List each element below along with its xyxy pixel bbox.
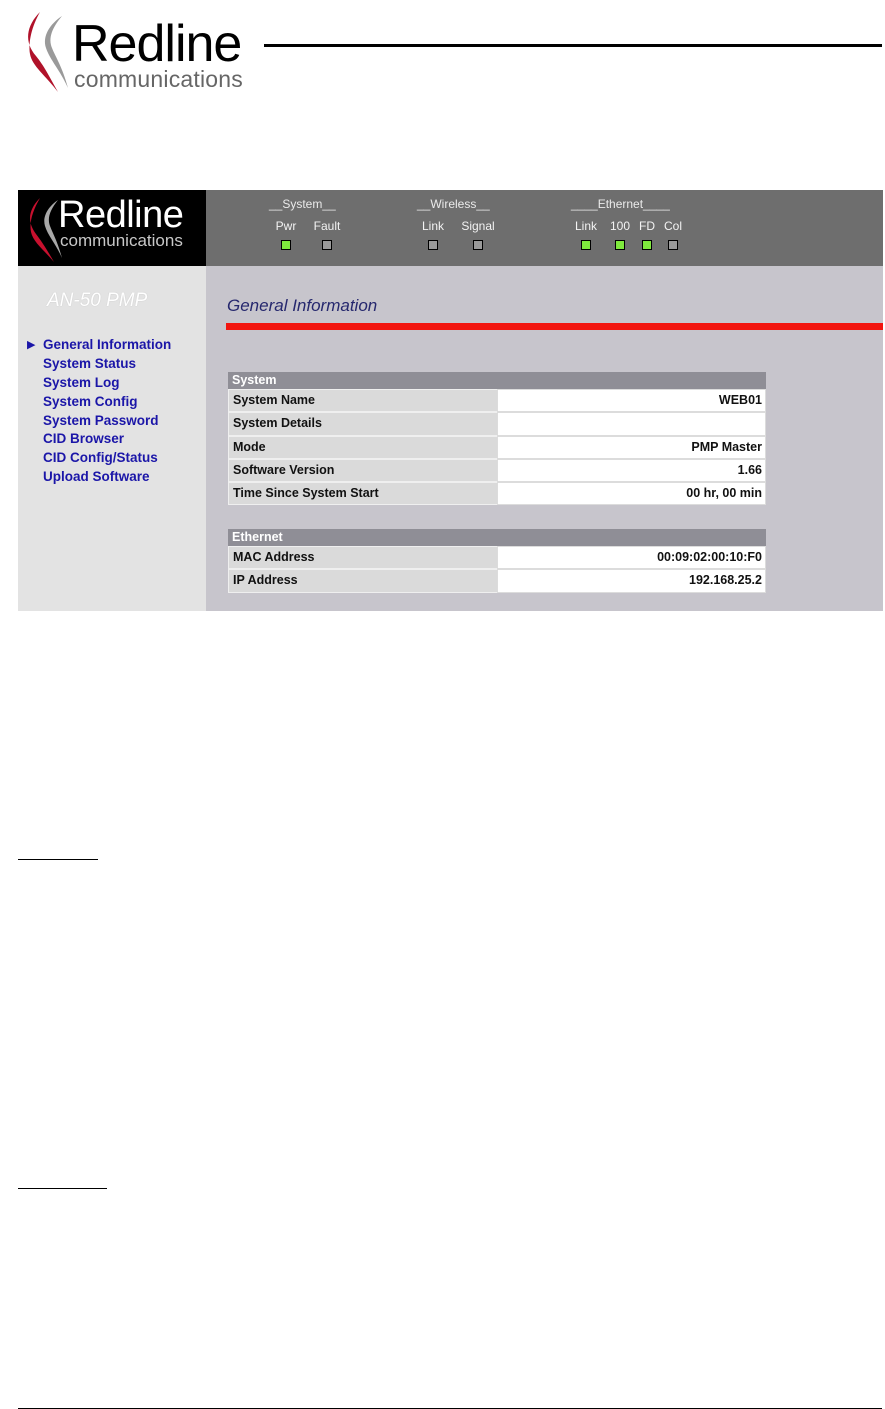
title-accent-bar [226,323,883,330]
led-group-system: __System__ [269,197,336,211]
sidebar-item-system-config[interactable] [27,393,171,412]
led-wireless-link-indicator [428,240,438,250]
led-label-signal: Signal [461,219,495,233]
row-label: Time Since System Start [228,482,497,505]
selected-arrow-icon: ▶ [27,339,36,351]
row-label: Mode [228,436,497,459]
sidebar-item-label: CID Browser [43,431,125,447]
row-value: WEB01 [497,389,766,412]
led-100-indicator [615,240,625,250]
row-label: System Name [228,389,497,412]
sidebar-item-system-log[interactable] [27,374,171,393]
led-label-col: Col [663,219,683,233]
banner-logo-subtitle: communications [60,231,183,250]
status-banner [18,190,883,266]
sidebar-item-system-password[interactable] [27,412,171,431]
heading-underline [18,859,98,860]
sidebar-item-label: System Log [43,374,120,390]
led-fd-indicator [642,240,652,250]
table-row [228,569,766,592]
document-logo [22,8,262,98]
sidebar-item-label: System Config [43,393,138,409]
row-value: PMP Master [497,436,766,459]
sidebar-item-general-information[interactable] [27,336,171,355]
row-value: 00 hr, 00 min [497,482,766,505]
led-label-fd: FD [639,219,655,233]
document-logo-subtitle: communications [74,66,243,92]
led-col-indicator [668,240,678,250]
ethernet-info-table [228,529,766,593]
document-logo-brand: Redline [72,15,242,73]
row-value: 00:09:02:00:10:F0 [497,546,766,569]
table-row [228,389,766,412]
main-content [206,266,883,611]
sidebar [18,266,206,611]
header-rule [264,44,882,47]
led-signal-indicator [473,240,483,250]
page-title: General Information [227,296,378,315]
section-header-system: System [228,372,766,389]
led-label-wireless-link: Link [421,219,445,233]
sidebar-item-label: CID Config/Status [43,450,158,466]
table-row [228,436,766,459]
led-label-pwr: Pwr [275,219,297,233]
sidebar-item-system-status[interactable] [27,355,171,374]
row-label: System Details [228,412,497,435]
led-label-ethernet-link: Link [574,219,598,233]
sidebar-item-cid-config-status[interactable] [27,449,171,468]
sidebar-item-label: System Password [43,412,159,428]
heading-underline [18,1188,107,1189]
row-value [497,412,766,435]
row-value: 1.66 [497,459,766,482]
product-name: AN-50 PMP [47,290,148,311]
sidebar-item-label: System Status [43,355,137,371]
led-fault-indicator [322,240,332,250]
row-value: 192.168.25.2 [497,569,766,592]
led-label-100: 100 [609,219,631,233]
section-header-ethernet: Ethernet [228,529,766,546]
banner-logo [18,190,206,266]
redline-swoosh-icon [22,8,70,98]
led-group-ethernet: ____Ethernet____ [571,197,670,211]
sidebar-item-upload-software[interactable] [27,468,171,487]
table-row [228,482,766,505]
sidebar-nav [27,336,171,487]
led-ethernet-link-indicator [581,240,591,250]
led-label-fault: Fault [313,219,341,233]
sidebar-item-label: Upload Software [43,469,150,485]
web-ui-screenshot [18,190,883,611]
row-label: Software Version [228,459,497,482]
sidebar-item-cid-browser[interactable] [27,430,171,449]
led-pwr-indicator [281,240,291,250]
led-group-wireless: __Wireless__ [417,197,490,211]
system-info-table [228,372,766,505]
table-row [228,546,766,569]
table-row [228,459,766,482]
row-label: MAC Address [228,546,497,569]
sidebar-item-label: General Information [43,337,172,352]
row-label: IP Address [228,569,497,592]
banner-logo-brand: Redline [58,194,184,236]
table-row [228,412,766,435]
